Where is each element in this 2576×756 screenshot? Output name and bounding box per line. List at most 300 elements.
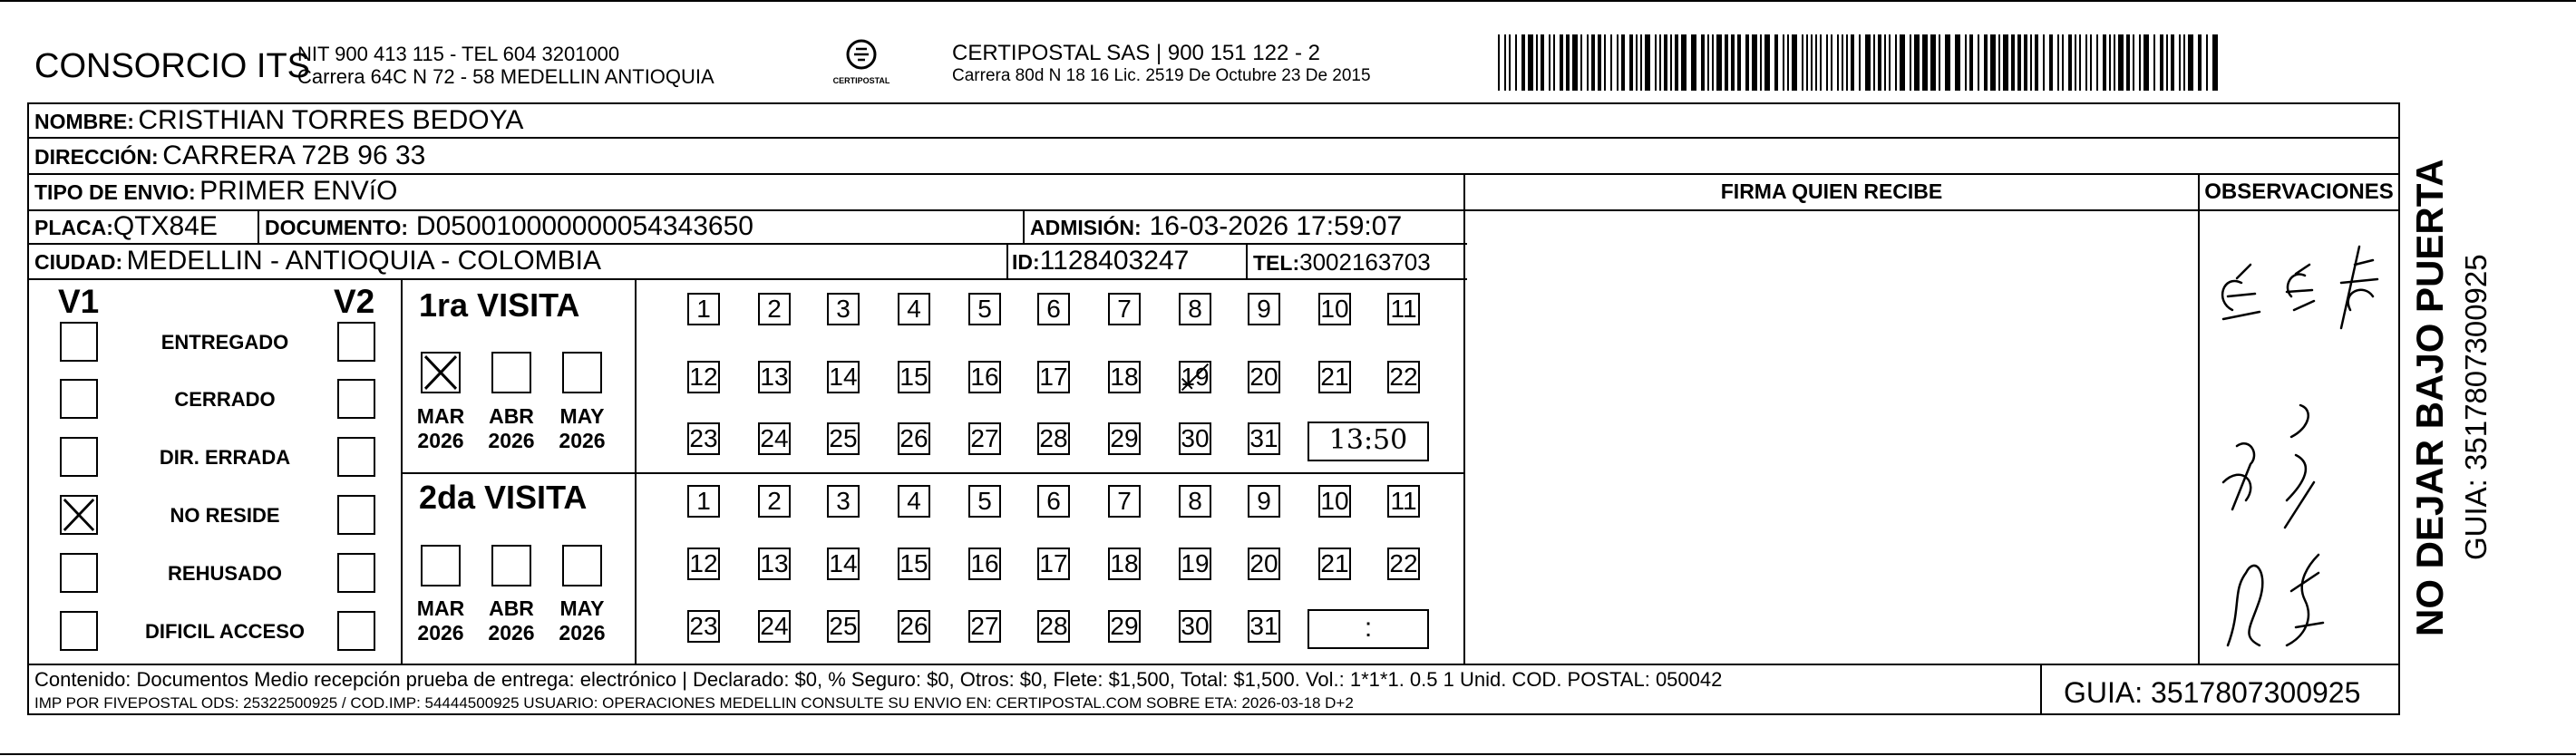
day-box[interactable] — [758, 610, 791, 643]
day-box[interactable] — [758, 548, 791, 580]
ciudad-value: MEDELLIN - ANTIOQUIA - COLOMBIA — [126, 246, 601, 276]
id-value: 1128403247 — [1039, 246, 1190, 276]
day-number: 22 — [1389, 363, 1418, 391]
v1-checkbox[interactable] — [60, 553, 98, 593]
barcode-bar — [1587, 34, 1589, 91]
documento-label: DOCUMENTO: — [265, 216, 409, 239]
barcode-bar — [1851, 34, 1854, 91]
barcode-bar — [1549, 34, 1550, 91]
day-number: 1 — [696, 295, 711, 323]
month-label: MAR — [416, 596, 465, 620]
day-box[interactable] — [1179, 610, 1211, 643]
month-label: MAY — [559, 596, 605, 620]
month-checkbox[interactable] — [421, 545, 461, 586]
day-box[interactable] — [968, 548, 1001, 580]
month-checkbox[interactable] — [491, 352, 531, 393]
v1-label: V1 — [58, 283, 100, 320]
barcode-bar — [1884, 34, 1886, 91]
barcode-bar — [1939, 34, 1940, 91]
barcode-bar — [2212, 34, 2218, 91]
day-number: 13 — [760, 363, 789, 391]
day-box[interactable] — [758, 485, 791, 518]
month-checkbox[interactable] — [491, 545, 531, 586]
barcode-bar — [1895, 34, 1897, 91]
day-number: 23 — [689, 612, 718, 640]
barcode-bar — [1990, 34, 1996, 91]
scan-edge-bottom — [0, 753, 2576, 755]
barcode-bar — [1831, 34, 1832, 91]
day-number: 28 — [1039, 424, 1068, 452]
barcode-bar — [2011, 34, 2015, 91]
day-number: 27 — [970, 612, 999, 640]
row-divider — [27, 173, 2400, 175]
tel-value: 3002163703 — [1299, 248, 1431, 276]
v1-checkbox[interactable] — [60, 437, 98, 477]
day-box[interactable] — [1108, 293, 1141, 325]
day-box[interactable] — [1318, 485, 1351, 518]
day-number: 17 — [1039, 549, 1068, 577]
day-number: 4 — [907, 487, 921, 515]
day-box[interactable] — [687, 485, 720, 518]
row-divider — [27, 664, 2400, 665]
day-number: 1 — [696, 487, 711, 515]
barcode-bar — [1659, 34, 1661, 91]
footer-print-info: IMP POR FIVEPOSTAL ODS: 25322500925 / COD.IMP: 54444500925 USUARIO: OPERACIONES MEDELLIN CONSULTE SU ENVIO EN: CERTIPOSTAL.COM SOBRE ETA: 2026-03-18 D+2 — [34, 694, 1354, 712]
month-label: MAR — [416, 404, 465, 428]
day-box[interactable] — [968, 293, 1001, 325]
barcode-bar — [1701, 34, 1705, 91]
day-box[interactable] — [1248, 610, 1280, 643]
day-number: 14 — [829, 549, 858, 577]
day-box[interactable] — [827, 293, 860, 325]
admision-field — [1030, 211, 1402, 242]
v1-checkbox[interactable] — [60, 495, 98, 535]
barcode-bar — [2043, 34, 2045, 91]
barcode-bar — [1945, 34, 1950, 91]
day-box[interactable] — [1248, 361, 1280, 393]
footer-content: Contenido: Documentos Medio recepción prueba de entrega: electrónico | Declarado: $0, % Seguro: $0, Otros: $0, Flete: $1,500, Total: $1,500. Vol.: 1*1*1. 0.5 1 Unid. COD. POSTAL: 050042 — [34, 668, 1723, 691]
barcode-bar — [1670, 34, 1672, 91]
barcode-bar — [1636, 34, 1638, 91]
day-number: 26 — [899, 612, 928, 640]
day-box[interactable] — [1248, 485, 1280, 518]
admision-label: ADMISIÓN: — [1030, 216, 1142, 239]
barcode-bar — [1664, 34, 1667, 91]
year-label: 2026 — [488, 621, 535, 645]
day-box[interactable] — [687, 610, 720, 643]
day-box[interactable] — [827, 361, 860, 393]
day-box[interactable] — [1318, 293, 1351, 325]
barcode-bar — [2171, 34, 2174, 91]
day-number: 21 — [1320, 363, 1349, 391]
day-number: 2 — [767, 295, 782, 323]
ciudad-label: CIUDAD: — [34, 250, 123, 274]
day-box[interactable] — [1037, 610, 1070, 643]
day-number: 7 — [1117, 487, 1132, 515]
day-number: 15 — [899, 549, 928, 577]
day-number: 12 — [689, 363, 718, 391]
company-nit: NIT 900 413 115 - TEL 604 3201000 — [297, 43, 620, 65]
barcode-bar — [1965, 34, 1967, 91]
status-option-label: REHUSADO — [168, 562, 282, 585]
barcode-bar — [1604, 34, 1606, 91]
day-box[interactable] — [1108, 548, 1141, 580]
row-divider — [27, 278, 1467, 280]
day-box[interactable] — [898, 293, 930, 325]
day-number: 29 — [1110, 424, 1139, 452]
barcode-bar — [2114, 34, 2115, 91]
day-number: 16 — [970, 363, 999, 391]
day-number: 25 — [829, 612, 858, 640]
tipo-label: TIPO DE ENVIO: — [34, 180, 196, 204]
visit-divider — [401, 472, 1465, 474]
day-box[interactable] — [968, 422, 1001, 455]
status-option-label: DIR. ERRADA — [159, 446, 291, 469]
day-box[interactable] — [968, 361, 1001, 393]
day-number: 12 — [689, 549, 718, 577]
day-number: 20 — [1249, 363, 1278, 391]
side-guia: GUIA: 3517807300925 — [2459, 254, 2493, 560]
barcode-bar — [1842, 34, 1843, 91]
barcode-bar — [1737, 34, 1741, 91]
barcode-bar — [1837, 34, 1839, 91]
barcode-bar — [2003, 34, 2008, 91]
barcode-bar — [2188, 34, 2193, 91]
status-option-label: NO RESIDE — [170, 504, 280, 527]
barcode-bar — [1712, 34, 1714, 91]
barcode-bar — [1572, 34, 1578, 91]
visit1-title: 1ra VISITA — [419, 286, 580, 324]
visit1-time[interactable] — [1307, 422, 1429, 461]
barcode-bar — [1930, 34, 1936, 91]
barcode-bar — [1900, 34, 1905, 91]
day-number: 16 — [970, 549, 999, 577]
v2-label: V2 — [334, 283, 375, 320]
barcode-bar — [1792, 34, 1797, 91]
day-box[interactable] — [758, 361, 791, 393]
v2-checkbox[interactable] — [337, 611, 375, 651]
barcode-bar — [1745, 34, 1749, 91]
barcode-bar — [1645, 34, 1650, 91]
day-box[interactable] — [1108, 610, 1141, 643]
barcode-bar — [1528, 34, 1533, 91]
day-number: 24 — [760, 612, 789, 640]
day-box[interactable] — [968, 610, 1001, 643]
month-label: ABR — [489, 596, 534, 620]
barcode-bar — [2118, 34, 2124, 91]
logo-caption: CERTIPOSTAL — [832, 76, 890, 85]
barcode-bar — [2062, 34, 2064, 91]
day-number: 28 — [1039, 612, 1068, 640]
day-number: 31 — [1249, 612, 1278, 640]
day-number: 7 — [1117, 295, 1132, 323]
day-box[interactable] — [687, 422, 720, 455]
day-number: 5 — [977, 487, 992, 515]
day-number: 11 — [1390, 295, 1417, 323]
barcode-bar — [1914, 34, 1920, 91]
row-divider — [27, 243, 1467, 245]
barcode-bar — [1764, 34, 1770, 91]
v2-checkbox[interactable] — [337, 379, 375, 419]
barcode-bar — [1752, 34, 1757, 91]
day-number: 18 — [1110, 549, 1139, 577]
year-label: 2026 — [417, 621, 464, 645]
day-box[interactable] — [1037, 422, 1070, 455]
barcode-bar — [1806, 34, 1808, 91]
day-number: 6 — [1046, 487, 1061, 515]
day-box[interactable] — [1037, 548, 1070, 580]
day-box[interactable] — [1108, 422, 1141, 455]
day-number: 3 — [836, 487, 851, 515]
barcode-bar — [1922, 34, 1928, 91]
tipo-value: PRIMER ENVíO — [199, 176, 398, 206]
day-box[interactable] — [1037, 361, 1070, 393]
day-number: 8 — [1188, 487, 1202, 515]
barcode-bar — [1536, 34, 1538, 91]
day-box[interactable] — [898, 422, 930, 455]
v1-checkbox[interactable] — [60, 322, 98, 362]
barcode-bar — [1509, 34, 1511, 91]
day-number: 25 — [829, 424, 858, 452]
day-box[interactable] — [1037, 485, 1070, 518]
day-box[interactable] — [687, 548, 720, 580]
barcode-bar — [1691, 34, 1696, 91]
day-box[interactable] — [758, 422, 791, 455]
barcode-bar — [1774, 34, 1778, 91]
year-label: 2026 — [417, 429, 464, 452]
day-box[interactable] — [1179, 548, 1211, 580]
year-label: 2026 — [559, 621, 606, 645]
day-number: 5 — [977, 295, 992, 323]
day-box[interactable] — [827, 485, 860, 518]
column-divider — [1006, 243, 1008, 278]
day-box[interactable] — [827, 610, 860, 643]
status-option-label: CERRADO — [174, 388, 276, 411]
id-field — [1012, 246, 1189, 276]
direccion-field — [34, 141, 425, 171]
day-box[interactable] — [1179, 293, 1211, 325]
status-option-label: ENTREGADO — [160, 331, 289, 354]
v1-checkbox[interactable] — [60, 611, 98, 651]
barcode-bar — [2109, 34, 2111, 91]
barcode-bar — [1553, 34, 1555, 91]
barcode-bar — [1811, 34, 1813, 91]
day-number: 8 — [1188, 295, 1202, 323]
barcode-bar — [1910, 34, 1911, 91]
day-number: 31 — [1249, 424, 1278, 452]
barcode-bar — [1681, 34, 1687, 91]
column-divider — [1023, 209, 1025, 243]
day-box[interactable] — [898, 361, 930, 393]
day-number: 21 — [1320, 549, 1349, 577]
day-box[interactable] — [827, 422, 860, 455]
barcode-bar — [1984, 34, 1988, 91]
v2-checkbox[interactable] — [337, 437, 375, 477]
barcode-bar — [2153, 34, 2155, 91]
visit2-title: 2da VISITA — [419, 479, 588, 516]
nombre-label: NOMBRE: — [34, 110, 134, 133]
day-number: 14 — [829, 363, 858, 391]
column-divider — [1463, 173, 1465, 664]
barcode-bar — [1787, 34, 1789, 91]
day-box[interactable] — [898, 485, 930, 518]
day-number: 9 — [1257, 295, 1271, 323]
documento-value: D050010000000054343650 — [415, 211, 753, 241]
barcode-bar — [2024, 34, 2027, 91]
month-checkbox[interactable] — [421, 352, 461, 393]
barcode-bar — [2068, 34, 2072, 91]
partner-address: Carrera 80d N 18 16 Lic. 2519 De Octubre 23 De 2015 — [952, 66, 1371, 85]
barcode-bar — [2049, 34, 2053, 91]
barcode-bar — [2183, 34, 2185, 91]
day-number: 29 — [1110, 612, 1139, 640]
barcode-bar — [1955, 34, 1960, 91]
column-divider — [401, 278, 403, 664]
placa-value: QTX84E — [112, 211, 218, 241]
month-checkbox[interactable] — [562, 545, 602, 586]
v2-checkbox[interactable] — [337, 495, 375, 535]
barcode-bar — [2017, 34, 2021, 91]
day-box[interactable] — [1248, 422, 1280, 455]
barcode-bar — [1629, 34, 1633, 91]
firma-header: FIRMA QUIEN RECIBE — [1720, 179, 1943, 203]
nombre-field — [34, 105, 523, 136]
month-label: MAY — [559, 404, 605, 428]
day-number: 30 — [1181, 612, 1210, 640]
year-label: 2026 — [488, 429, 535, 452]
barcode-bar — [2198, 34, 2202, 91]
barcode-bar — [1889, 34, 1891, 91]
tipo-field — [34, 176, 397, 207]
barcode-bar — [2085, 34, 2087, 91]
day-box[interactable] — [1387, 293, 1420, 325]
day-box[interactable] — [1248, 548, 1280, 580]
column-divider — [2198, 173, 2200, 664]
month-checkbox[interactable] — [562, 352, 602, 393]
partner-line: CERTIPOSTAL SAS | 900 151 122 - 2 — [952, 41, 1320, 65]
year-label: 2026 — [559, 429, 606, 452]
day-box[interactable] — [687, 361, 720, 393]
barcode-bar — [1826, 34, 1828, 91]
barcode-bar — [1610, 34, 1612, 91]
day-number: 9 — [1257, 487, 1271, 515]
day-box[interactable] — [758, 293, 791, 325]
day-number: 6 — [1046, 295, 1061, 323]
tel-field — [1253, 248, 1431, 276]
day-box[interactable] — [898, 548, 930, 580]
day-box[interactable] — [968, 485, 1001, 518]
day-number: 30 — [1181, 424, 1210, 452]
day-box[interactable] — [1318, 548, 1351, 580]
barcode — [1498, 34, 2223, 91]
barcode-bar — [1878, 34, 1881, 91]
direccion-value: CARRERA 72B 96 33 — [162, 141, 426, 170]
barcode-bar — [1566, 34, 1570, 91]
day-box[interactable] — [898, 610, 930, 643]
day-box[interactable] — [1179, 485, 1211, 518]
admision-value: 16-03-2026 17:59:07 — [1149, 211, 1403, 241]
day-box[interactable] — [1179, 422, 1211, 455]
barcode-bar — [1515, 34, 1517, 91]
barcode-bar — [1598, 34, 1601, 91]
day-box[interactable] — [1179, 361, 1211, 393]
v2-checkbox[interactable] — [337, 553, 375, 593]
day-box[interactable] — [687, 293, 720, 325]
barcode-bar — [2075, 34, 2076, 91]
barcode-bar — [1707, 34, 1709, 91]
day-box[interactable] — [1108, 485, 1141, 518]
day-number: 2 — [767, 487, 782, 515]
barcode-bar — [1621, 34, 1625, 91]
day-box[interactable] — [1108, 361, 1141, 393]
day-number: 10 — [1320, 295, 1349, 323]
row-divider — [27, 137, 2400, 139]
barcode-bar — [1760, 34, 1762, 91]
barcode-bar — [2103, 34, 2106, 91]
barcode-bar — [1998, 34, 2000, 91]
v1-checkbox[interactable] — [60, 379, 98, 419]
visit2-time[interactable] — [1307, 609, 1429, 649]
v2-checkbox[interactable] — [337, 322, 375, 362]
footer-guia: GUIA: 3517807300925 — [2064, 676, 2361, 709]
day-box[interactable] — [1037, 293, 1070, 325]
barcode-bar — [1504, 34, 1506, 91]
barcode-bar — [2166, 34, 2168, 91]
barcode-bar — [1716, 34, 1722, 91]
barcode-bar — [1580, 34, 1582, 91]
barcode-bar — [2090, 34, 2092, 91]
tel-label: TEL: — [1253, 251, 1300, 275]
day-box[interactable] — [1387, 485, 1420, 518]
day-box[interactable] — [1318, 361, 1351, 393]
barcode-bar — [1820, 34, 1822, 91]
day-box[interactable] — [827, 548, 860, 580]
barcode-bar — [2057, 34, 2059, 91]
barcode-bar — [1978, 34, 1979, 91]
scan-edge-top — [0, 0, 2576, 2]
barcode-bar — [1873, 34, 1875, 91]
day-number: 4 — [907, 295, 921, 323]
day-number: 22 — [1389, 549, 1418, 577]
day-number: 19 — [1181, 549, 1210, 577]
day-number: 15 — [899, 363, 928, 391]
barcode-bar — [1815, 34, 1817, 91]
day-number: 13 — [760, 549, 789, 577]
barcode-bar — [1617, 34, 1619, 91]
id-label: ID: — [1012, 250, 1040, 274]
day-box[interactable] — [1248, 293, 1280, 325]
company-address: Carrera 64C N 72 - 58 MEDELLIN ANTIOQUIA — [297, 65, 714, 88]
day-number: 17 — [1039, 363, 1068, 391]
day-number: 19 — [1181, 363, 1210, 391]
barcode-bar — [1859, 34, 1861, 91]
month-label: ABR — [489, 404, 534, 428]
barcode-bar — [1591, 34, 1595, 91]
barcode-bar — [2079, 34, 2081, 91]
direccion-label: DIRECCIÓN: — [34, 145, 159, 169]
day-box[interactable] — [1387, 548, 1420, 580]
day-number: 27 — [970, 424, 999, 452]
barcode-bar — [1969, 34, 1973, 91]
documento-field — [265, 211, 753, 242]
visit1-time-value: 13:50 — [1328, 424, 1408, 456]
day-number: 26 — [899, 424, 928, 452]
barcode-bar — [1655, 34, 1657, 91]
barcode-bar — [2160, 34, 2163, 91]
day-box[interactable] — [1387, 361, 1420, 393]
day-number: 11 — [1390, 487, 1417, 515]
barcode-bar — [1846, 34, 1848, 91]
